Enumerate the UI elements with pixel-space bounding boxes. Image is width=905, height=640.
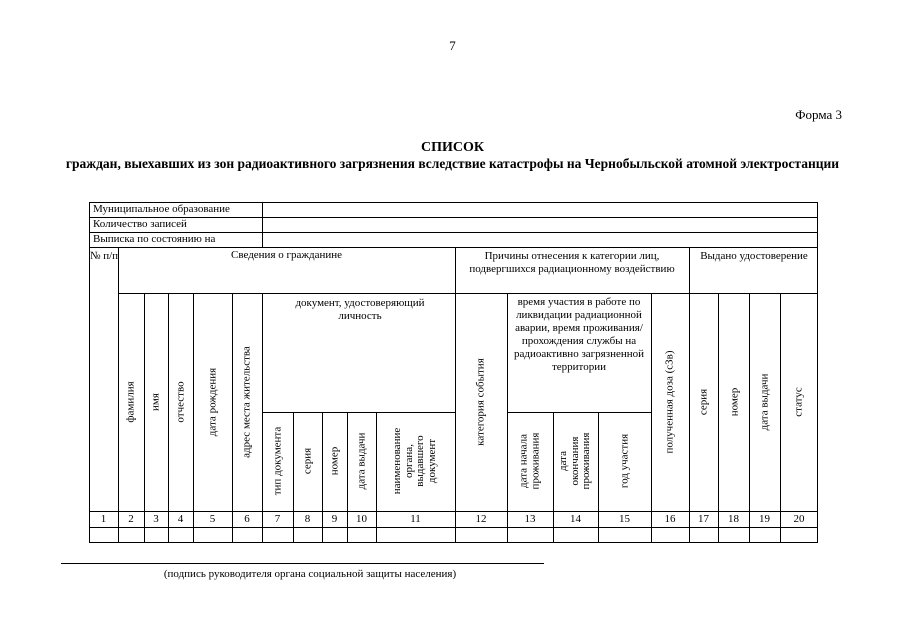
header-certificate-issued: Выдано удостоверение (700, 250, 808, 262)
info-row-records-count: Количество записей (93, 218, 187, 230)
signature-caption: (подпись руководителя органа социальной защиты населения) (163, 568, 457, 580)
header-birth-date: дата рождения (206, 367, 219, 437)
header-event-category: категория события (474, 358, 487, 446)
column-number: 2 (128, 513, 134, 525)
header-num: № п/п (89, 250, 119, 262)
column-number: 12 (475, 513, 487, 525)
header-doc-type: тип документа (271, 426, 284, 496)
header-address: адрес места жительства (240, 346, 253, 458)
column-number: 9 (331, 513, 338, 525)
header-residence-start: дата начала проживания (517, 432, 541, 490)
column-number: 11 (410, 513, 421, 525)
header-cert-number: номер (728, 387, 741, 417)
header-citizen-info: Сведения о гражданине (230, 249, 343, 261)
column-number: 13 (524, 513, 536, 525)
header-doc-issuer: наименование органа, выдавшего документ (391, 427, 438, 495)
column-number: 6 (244, 513, 250, 525)
column-number: 1 (100, 513, 107, 525)
info-row-extract-date: Выписка по состоянию на (93, 233, 216, 245)
header-status: статус (792, 387, 805, 417)
page-number: 7 (449, 38, 456, 53)
header-doc-issue-date: дата выдачи (355, 432, 368, 490)
header-doc-number: номер (328, 446, 341, 476)
column-number: 7 (274, 513, 281, 525)
info-row-municipality: Муниципальное образование (93, 203, 230, 215)
column-number: 16 (664, 513, 676, 525)
column-number: 19 (759, 513, 770, 525)
header-reasons: Причины отнесения к категории лиц, подвергшихся радиационному воздействию (469, 250, 675, 275)
column-number: 17 (698, 513, 709, 525)
document-title: СПИСОК (420, 140, 485, 155)
header-patronymic: отчество (174, 381, 187, 423)
column-number: 4 (177, 513, 184, 525)
signature-line (61, 563, 544, 564)
header-identity-document: документ, удостоверяющий личность (295, 297, 425, 322)
column-number: 20 (793, 513, 805, 525)
header-residence-end: дата окончания проживания (556, 432, 592, 490)
column-number: 5 (209, 513, 216, 525)
column-number: 15 (619, 513, 630, 525)
column-number: 3 (153, 513, 159, 525)
header-name: имя (149, 393, 162, 411)
document-subtitle: граждан, выехавших из зон радиоактивного загрязнения вследствие катастрофы на Чернобыльской атомной электростанции (65, 156, 840, 171)
header-dose: полученная доза (сЗв) (663, 350, 676, 454)
column-number: 10 (356, 513, 367, 525)
header-participation-time: время участия в работе по ликвидации радиационной аварии, время проживания/ прохождения службы на радиоактивно загрязненной территории (513, 296, 645, 373)
header-cert-series: серия (697, 388, 710, 416)
header-doc-series: серия (301, 447, 314, 475)
header-participation-year: год участия (618, 433, 631, 489)
header-cert-issue-date: дата выдачи (758, 373, 771, 431)
header-surname: фамилия (124, 381, 137, 423)
column-number: 8 (304, 513, 311, 525)
column-number: 14 (570, 513, 581, 525)
form-label: Форма 3 (795, 107, 842, 122)
column-number: 18 (728, 513, 739, 525)
